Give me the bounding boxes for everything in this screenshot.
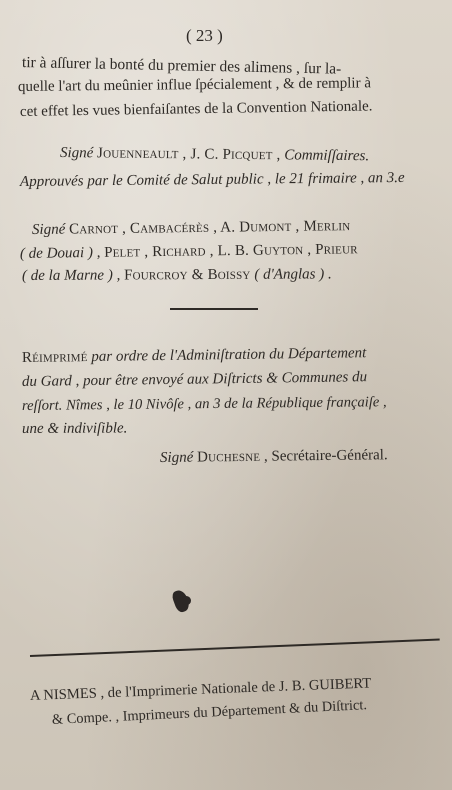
signatory-names: Fourcroy & Boissy [124,266,251,284]
signatory-names: Pelet , Richard , L. B. Guyton , Prieur [104,241,358,261]
signed-label: Signé [31,221,66,238]
approval-line [20,170,405,191]
paragraph-line: cet effet les vues bienfaiſantes de la Convention Nationale. [19,98,373,120]
imprint-line: A NISMES , de l'Imprimerie Nationale de J. B. GUIBERT [29,675,372,704]
signatory-origin: ( d'Anglas ) . [254,266,332,283]
page-number: ( 23 ) [186,26,223,45]
reprint-line [22,345,367,367]
signature-line [60,145,369,165]
signature-line [22,266,332,285]
signatory-names: Jouenneault , J. C. Picquet , [96,145,281,164]
reprint-label: Réimprimé [21,349,88,366]
reprint-line: une & indiviſible. [21,420,128,437]
signatory-role: Commiſſaires. [284,147,370,165]
signatory-names: Carnot , Cambacérès , A. Dumont , Merlin [68,218,351,238]
signatory-names: Duchesne [196,448,261,466]
signatory-role: , Secrétaire-Général. [263,447,388,465]
reprint-line: du Gard , pour être envoyé aux Diſtricts & Communes du [21,369,368,390]
approval-date: 21 frimaire , an 3.e [289,169,405,188]
signed-label: Signé [59,145,94,162]
signatory-origin: ( de Douai ) , [19,244,101,262]
separator-rule [170,308,258,310]
reprint-line: reſſort. Nîmes , le 10 Nivôſe , an 3 de la République françaiſe , [21,394,387,414]
reprint-text: par ordre de l'Adminiſtration du Département [91,345,367,366]
signatory-origin: ( de la Marne ) , [21,267,121,284]
signed-label: Signé [159,449,194,466]
imprint-line: & Compe. , Imprimeurs du Département & du Diſtrict. [51,697,368,728]
signature-line [160,447,388,467]
signature-line [20,241,358,263]
approval-text: Approuvés par le Comité de Salut public , le [19,171,286,190]
paragraph-line: tir à aſſurer la bonté du premier des alimens , ſur la- [21,54,342,78]
paragraph-line: quelle l'art du meûnier influe ſpécialement , & de remplir à [17,75,372,95]
signature-line [32,218,351,239]
ink-blot [182,596,191,605]
imprint-rule [30,639,440,657]
